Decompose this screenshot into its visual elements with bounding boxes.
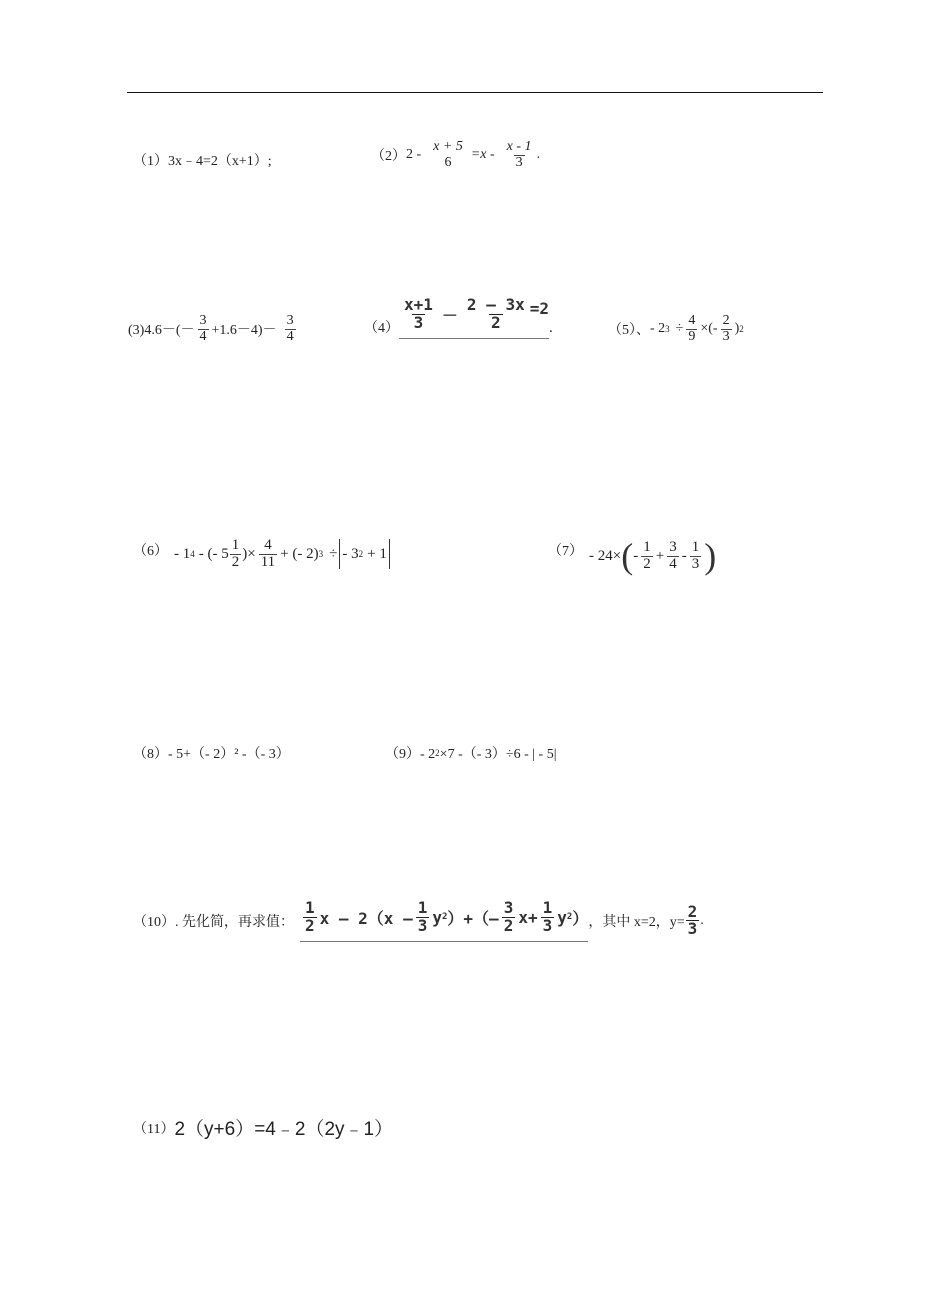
problem-7-minus: - bbox=[633, 547, 639, 564]
problem-6-divide: ÷ bbox=[329, 545, 338, 562]
problem-2-fraction-1: $\frac{x + 5}{6}$ bbox=[433, 139, 463, 170]
problem-10-end: . bbox=[700, 912, 704, 928]
problem-6-exp-a: 4 bbox=[190, 549, 195, 560]
problem-7-label: （7） bbox=[548, 544, 583, 559]
problem-5-term-b: ×(- bbox=[700, 321, 718, 337]
problem-9-term-b: ×7 -（- 3）÷6 - | - 5| bbox=[439, 747, 557, 762]
problem-4-fraction-2: $\frac{2 - 3x}{2}$ bbox=[466, 295, 525, 332]
problem-10-condition: ，其中 x=2，y= bbox=[588, 914, 685, 930]
problem-5 bbox=[608, 314, 744, 344]
problem-10-term-d: x+ bbox=[518, 907, 538, 927]
problem-6-term-g: + 1 bbox=[367, 545, 387, 562]
problem-9-exp: 2 bbox=[435, 748, 440, 758]
problem-5-close: ) bbox=[734, 321, 740, 337]
problem-6-term-a: - 1 bbox=[174, 545, 191, 562]
problem-3-fraction-1: $\frac{3}{4}$ bbox=[199, 313, 207, 344]
header-rule bbox=[127, 92, 823, 93]
problem-8-text: （8）- 5+（- 2）² -（- 3） bbox=[133, 747, 290, 762]
problem-10-label: （10）. 先化简，再求值： bbox=[133, 914, 294, 930]
problem-10-fraction-3: $\frac{3}{2}$ bbox=[503, 898, 514, 935]
problem-4-expression bbox=[399, 297, 549, 339]
problem-2-label: （2） bbox=[371, 149, 406, 165]
problem-5-fraction-1: $\frac{4}{9}$ bbox=[688, 313, 696, 344]
problem-6-term-c: )× bbox=[242, 545, 256, 562]
problem-10 bbox=[133, 900, 704, 942]
problem-5-exp-c: 2 bbox=[739, 324, 744, 335]
problem-4-fraction-1: $\frac{x+1}{3}$ bbox=[404, 295, 433, 332]
problem-11-label: （11） bbox=[133, 1121, 175, 1137]
problem-7-fraction-1: $\frac{1}{2}$ bbox=[643, 538, 651, 572]
problem-7 bbox=[548, 538, 716, 574]
problem-7-term-a: - 24× bbox=[589, 547, 622, 564]
problem-5-label: （5）、 bbox=[608, 323, 650, 339]
problem-4-equals: =2 bbox=[529, 299, 549, 318]
problem-10-term-b: y bbox=[432, 907, 442, 927]
problem-2 bbox=[371, 140, 540, 170]
problem-6-term-f: - 3 bbox=[342, 545, 359, 562]
problem-6-abs-right bbox=[389, 539, 390, 569]
problem-5-fraction-2: $\frac{2}{3}$ bbox=[722, 313, 730, 344]
problem-5-divide: ÷ bbox=[675, 321, 684, 337]
problem-6 bbox=[133, 538, 392, 571]
problem-10-term-e: y bbox=[557, 907, 567, 927]
problem-6-term-b: - (- 5 bbox=[198, 545, 229, 562]
problem-7-fraction-2: $\frac{3}{4}$ bbox=[669, 538, 677, 572]
problem-11-text: 2（y+6）=4﹣2（2y﹣1） bbox=[174, 1119, 394, 1140]
problem-4-label: （4） bbox=[364, 320, 399, 336]
problem-3 bbox=[128, 314, 299, 344]
problem-10-expression bbox=[300, 900, 588, 942]
problem-2-term-a: 2 - bbox=[406, 147, 422, 163]
problem-5-term-a: - 2 bbox=[650, 321, 666, 337]
problem-6-label: （6） bbox=[133, 544, 168, 559]
problem-10-y-value: $\frac{2}{3}$ bbox=[687, 901, 698, 939]
problem-6-exp-f: 2 bbox=[358, 549, 364, 560]
problem-7-right-paren: ) bbox=[704, 536, 717, 576]
problem-7-minus-2: - bbox=[681, 547, 687, 564]
problem-2-middle: =x - bbox=[470, 147, 495, 163]
problem-7-fraction-3: $\frac{1}{3}$ bbox=[691, 538, 700, 572]
problem-4-minus: － bbox=[441, 305, 458, 325]
problem-4 bbox=[364, 297, 553, 339]
problem-7-left-paren: ( bbox=[621, 536, 634, 576]
problem-10-term-c: ）+（– bbox=[447, 908, 499, 928]
problem-6-abs-left bbox=[339, 539, 340, 569]
problem-2-fraction-2: $\frac{x - 1}{3}$ bbox=[506, 139, 532, 170]
problem-10-exp-b: 2 bbox=[442, 912, 448, 923]
problem-10-fraction-2: $\frac{1}{3}$ bbox=[417, 898, 428, 935]
problem-2-end: . bbox=[536, 147, 541, 163]
problem-3-term-b: +1.6－4)－ bbox=[211, 323, 277, 339]
problem-11 bbox=[133, 1114, 393, 1141]
problem-1 bbox=[133, 150, 272, 170]
problem-10-fraction-4: $\frac{1}{3}$ bbox=[542, 898, 553, 935]
problem-9 bbox=[385, 743, 557, 763]
problem-10-term-a: x – 2（x – bbox=[319, 908, 413, 928]
problem-6-exp-d: 3 bbox=[318, 549, 324, 560]
problem-8 bbox=[133, 743, 290, 763]
problem-7-plus: + bbox=[655, 547, 665, 564]
problem-9-term-a: （9）- 2 bbox=[385, 747, 436, 762]
problem-6-term-d: + (- 2) bbox=[280, 545, 319, 562]
problem-1-text: （1）3x﹣4=2（x+1）; bbox=[133, 154, 272, 169]
problem-6-mixed-fraction: $\frac{1}{2}$ bbox=[231, 537, 240, 570]
problem-5-exp-a: 3 bbox=[665, 324, 670, 335]
problem-6-fraction: $\frac{4}{11}$ bbox=[260, 537, 276, 570]
problem-10-exp-e: 2 bbox=[566, 912, 573, 923]
problem-3-fraction-2: $\frac{3}{4}$ bbox=[286, 313, 294, 344]
problem-10-fraction-1: $\frac{1}{2}$ bbox=[305, 898, 315, 935]
problem-10-close: ） bbox=[572, 908, 589, 928]
problem-3-term-a: (3)4.6－(－ bbox=[128, 323, 195, 339]
problem-4-end: . bbox=[548, 319, 553, 336]
